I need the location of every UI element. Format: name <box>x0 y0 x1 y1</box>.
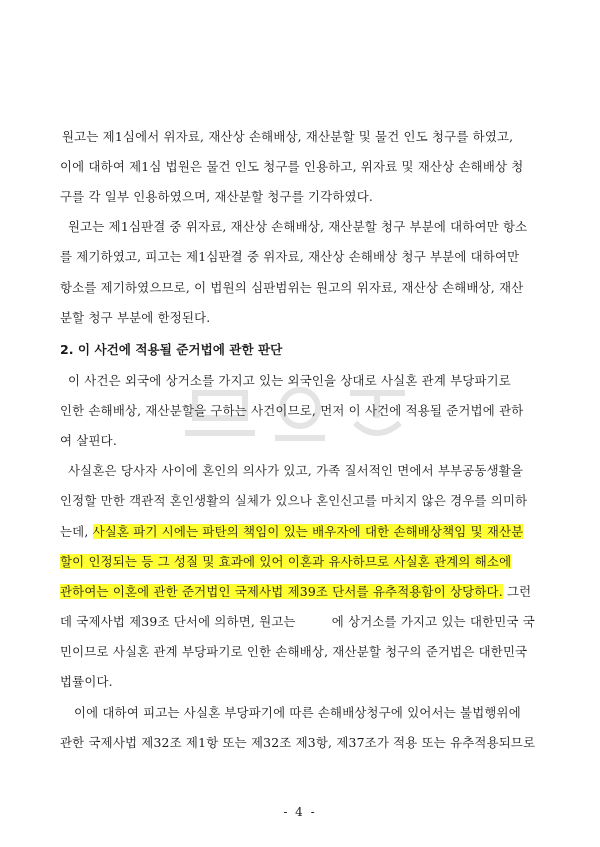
text-line: 이에 대하여 제1심 법원은 물건 인도 청구를 인용하고, 위자료 및 재산상 손해배상 청 <box>60 159 524 174</box>
text-segment: 는데, <box>60 524 93 539</box>
text-line: 사실혼은 당사자 사이에 혼인의 의사가 있고, 가족 질서적인 면에서 부부공동생활을 <box>68 463 524 478</box>
text-line: 분할 청구 부분에 한정된다. <box>60 310 211 325</box>
text-line: 관한 국제사법 제32조 제1항 또는 제32조 제3항, 제37조가 적용 또는 유추적용되므로 <box>60 735 536 750</box>
text-segment: 데 국제사법 제39조 단서에 의하면, 원고는 <box>60 614 296 629</box>
text-line: 인한 손해배상, 재산분할을 구하는 사건이므로, 먼저 이 사건에 적용될 준거법에 관하 <box>60 403 524 418</box>
text-line: 항소를 제기하였으므로, 이 법원의 심판범위는 원고의 위자료, 재산상 손해배상, 재산 <box>60 280 524 295</box>
text-line <box>60 582 531 602</box>
text-segment: 에 상거소를 가지고 있는 대한민국 국 <box>331 614 535 629</box>
text-line <box>60 522 523 542</box>
text-line: 원고는 제1심판결 중 위자료, 재산상 손해배상, 재산분할 청구 부분에 대하여만 항소 <box>68 219 528 234</box>
text-line: 구를 각 일부 인용하였으며, 재산분할 청구를 기각하였다. <box>60 189 374 204</box>
text-line: 인정할 만한 객관적 혼인생활의 실체가 있으나 혼인신고를 마치지 않은 경우를 의미하 <box>60 493 528 508</box>
text-segment: 그런 <box>502 584 532 599</box>
highlighted-text: 할이 인정되는 등 그 성질 및 효과에 있어 이혼과 유사하므로 사실혼 관계의 해소에 <box>60 554 512 569</box>
text-line <box>60 552 511 572</box>
text-line: 를 제기하였고, 피고는 제1심판결 중 위자료, 재산상 손해배상 청구 부분에 대하여만 <box>60 249 520 264</box>
text-line: 이 사건은 외국에 상거소를 가지고 있는 외국인을 상대로 사실혼 관계 부당파기로 <box>68 373 511 388</box>
section-heading: 2. 이 사건에 적용될 준거법에 관한 판단 <box>60 342 283 357</box>
text-line: 민이므로 사실혼 관계 부당파기로 인한 손해배상, 재산분할 청구의 준거법은 대한민국 <box>60 644 528 659</box>
page-number: - 4 - <box>283 805 317 819</box>
text-line: 법률이다. <box>60 674 113 689</box>
text-line <box>60 612 535 632</box>
highlighted-text: 사실혼 파기 시에는 파탄의 책임이 있는 배우자에 대한 손해배상책임 및 재산분 <box>92 524 524 539</box>
text-line: 여 살핀다. <box>60 433 117 448</box>
text-line: 원고는 제1심에서 위자료, 재산상 손해배상, 재산분할 및 물건 인도 청구를 하였고, <box>62 129 514 144</box>
highlighted-text: 관하여는 이혼에 관한 준거법인 국제사법 제39조 단서를 유추적용함이 상당하다. <box>60 584 503 599</box>
text-line: 이에 대하여 피고는 사실혼 부당파기에 따른 손해배상청구에 있어서는 불법행위에 <box>74 705 521 720</box>
